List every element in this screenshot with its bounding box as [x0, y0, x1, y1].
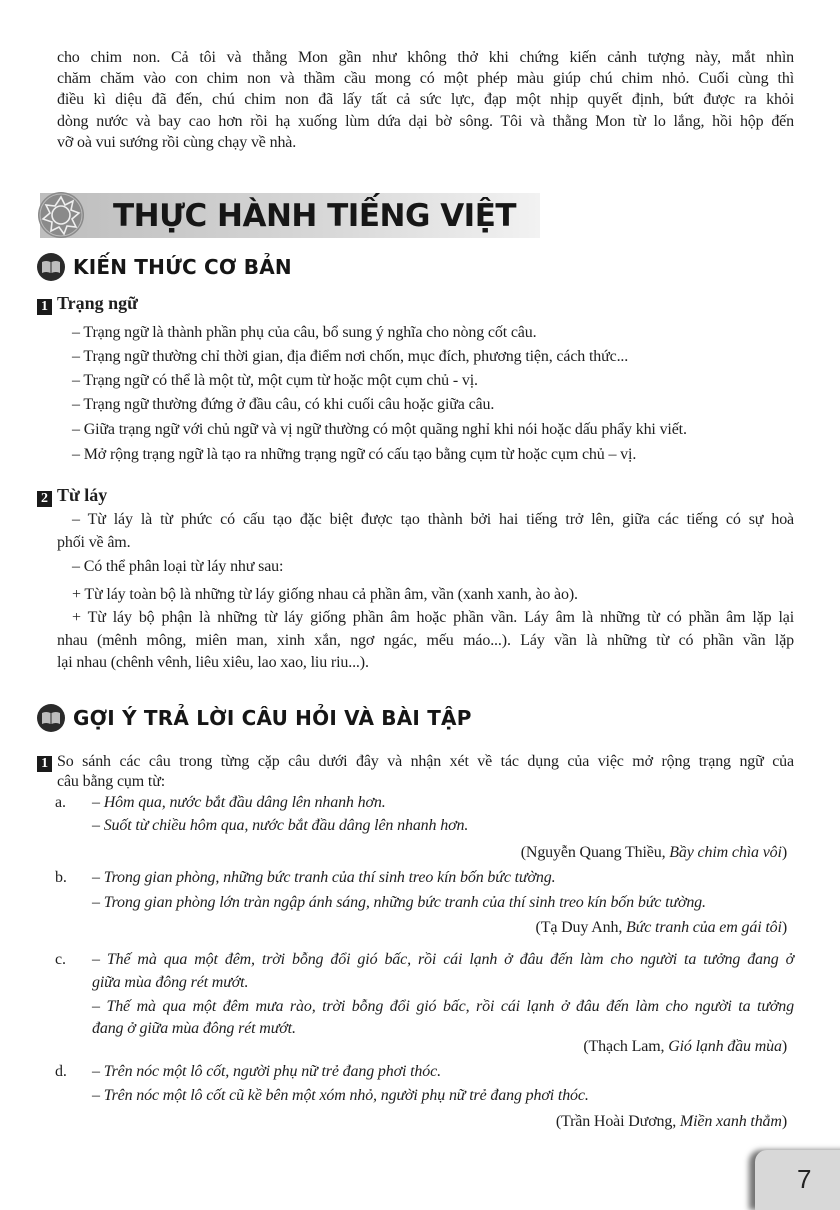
citation-author: (Nguyễn Quang Thiều, [520, 844, 670, 861]
text-line: + Từ láy bộ phận là những từ láy giống phần âm hoặc phần vần. Láy âm là những từ có phần âm lặp lại [72, 609, 794, 626]
subsection-trang-ngu [37, 291, 138, 315]
rosette-icon [37, 191, 85, 239]
item-label-a: a. [55, 794, 66, 811]
example-sentence: – Thế mà qua một đêm mưa rào, trời bỗng đổi gió bấc, rồi cái lạnh ở đâu đến làm cho người ta tưởng [92, 998, 794, 1015]
text-line: – Có thể phân loại từ láy như sau: [72, 558, 284, 575]
citation-work: Gió lạnh đầu mùa [668, 1038, 782, 1055]
number-badge: 1 [37, 756, 52, 772]
citation-author: (Tạ Duy Anh, [535, 919, 627, 936]
paragraph-line: cho chim non. Cả tôi và thằng Mon gần như không thở khi chứng kiến cảnh tượng này, mắt nhìn [57, 49, 794, 66]
bullet-item: – Mở rộng trạng ngữ là tạo ra những trạng ngữ có cấu tạo bằng cụm từ hoặc cụm chủ – vị. [72, 446, 637, 463]
citation [556, 1111, 787, 1133]
citation-author: (Thạch Lam, [583, 1038, 669, 1055]
text-line: – Từ láy là từ phức có cấu tạo đặc biệt được tạo thành bởi hai tiếng trở lên, giữa các tiếng có sự hoà [72, 511, 794, 528]
citation-work: Bầy chim chìa vôi [669, 844, 782, 861]
bullet-item: – Trạng ngữ là thành phần phụ của câu, bổ sung ý nghĩa cho nòng cốt câu. [72, 324, 537, 341]
paragraph-line: chăm chăm vào con chim non và thầm cầu mong có một phép màu giúp chú chim nhỏ. Cuối cùng thì [57, 70, 794, 87]
citation-close: ) [781, 844, 787, 861]
question-prompt: câu bằng cụm từ: [57, 773, 166, 790]
citation-author: (Trần Hoài Dương, [555, 1113, 680, 1130]
example-sentence: – Trong gian phòng lớn tràn ngập ánh sáng, những bức tranh của thí sinh treo kín bốn bức tường. [92, 894, 706, 911]
number-badge: 2 [37, 491, 52, 507]
example-sentence: – Hôm qua, nước bắt đầu dâng lên nhanh hơn. [92, 794, 386, 811]
citation [583, 1036, 787, 1058]
item-label-b: b. [55, 869, 67, 886]
book-icon [37, 253, 65, 281]
paragraph-line: dòng nước và bay cao hơn rồi hạ xuống lùm dứa dại bờ sông. Tôi và thằng Mon từ lo lắng, hồi hộp đến [57, 113, 794, 130]
bullet-item: – Giữa trạng ngữ với chủ ngữ và vị ngữ thường có một quãng nghỉ khi nói hoặc dấu phẩy khi viết. [72, 421, 687, 438]
citation-close: ) [781, 1038, 787, 1055]
example-sentence: – Suốt từ chiều hôm qua, nước bắt đầu dâng lên nhanh hơn. [92, 817, 469, 834]
citation [536, 917, 787, 939]
question-prompt: So sánh các câu trong từng cặp câu dưới đây và nhận xét về tác dụng của việc mở rộng trạng ngữ của [57, 753, 794, 770]
bullet-item: – Trạng ngữ thường chỉ thời gian, địa điểm nơi chốn, mục đích, phương tiện, cách thức... [72, 348, 629, 365]
citation-work: Bức tranh của em gái tôi [626, 919, 782, 936]
page-number: 7 [797, 1164, 812, 1194]
citation-close: ) [781, 919, 787, 936]
text-line: + Từ láy toàn bộ là những từ láy giống nhau cả phần âm, vần (xanh xanh, ào ào). [72, 586, 578, 603]
citation [521, 842, 787, 864]
example-sentence: – Trong gian phòng, những bức tranh của thí sinh treo kín bốn bức tường. [92, 869, 556, 886]
book-icon [37, 704, 65, 732]
bullet-item: – Trạng ngữ thường đứng ở đầu câu, có khi cuối câu hoặc giữa câu. [72, 396, 495, 413]
bullet-item: – Trạng ngữ có thể là một từ, một cụm từ hoặc một cụm chủ - vị. [72, 372, 478, 389]
section-title: KIẾN THỨC CƠ BẢN [73, 255, 292, 279]
main-title: THỰC HÀNH TIẾNG VIỆT [113, 198, 517, 234]
example-sentence: đang ở giữa mùa đông rét mướt. [92, 1020, 296, 1037]
section-title: GỢI Ý TRẢ LỜI CÂU HỎI VÀ BÀI TẬP [73, 706, 472, 730]
question-number [37, 751, 57, 773]
example-sentence: giữa mùa đông rét mướt. [92, 974, 249, 991]
subsection-tu-lay [37, 483, 107, 507]
number-badge: 1 [37, 299, 52, 315]
example-sentence: – Trên nóc một lô cốt, người phụ nữ trẻ đang phơi thóc. [92, 1063, 441, 1080]
text-line: lại nhau (chênh vênh, liêu xiêu, lao xao, liu riu...). [57, 654, 369, 671]
example-sentence: – Trên nóc một lô cốt cũ kề bên một xóm nhỏ, người phụ nữ trẻ đang phơi thóc. [92, 1087, 589, 1104]
text-line: nhau (mênh mông, miên man, xinh xắn, ngơ ngác, mếu máo...). Láy vần là những từ có phần vần lặp [57, 632, 794, 649]
citation-work: Miền xanh thẳm [679, 1113, 782, 1130]
citation-close: ) [781, 1113, 787, 1130]
item-label-d: d. [55, 1063, 67, 1080]
paragraph-line: điều kì diệu đã đến, chú chim non đã lấy tất cả sức lực, đạp một nhịp quyết định, bứt được ra khỏi [57, 91, 794, 108]
subsection-title: Trạng ngữ [57, 293, 138, 313]
subsection-title: Từ láy [57, 485, 108, 505]
text-line: phối về âm. [57, 534, 131, 551]
paragraph-line: vỡ oà vui sướng rồi cùng chạy về nhà. [57, 134, 297, 151]
example-sentence: – Thế mà qua một đêm, trời bỗng đổi gió bấc, rồi cái lạnh ở đâu đến làm cho người ta tưởng đang ở [92, 951, 794, 968]
item-label-c: c. [55, 951, 66, 968]
